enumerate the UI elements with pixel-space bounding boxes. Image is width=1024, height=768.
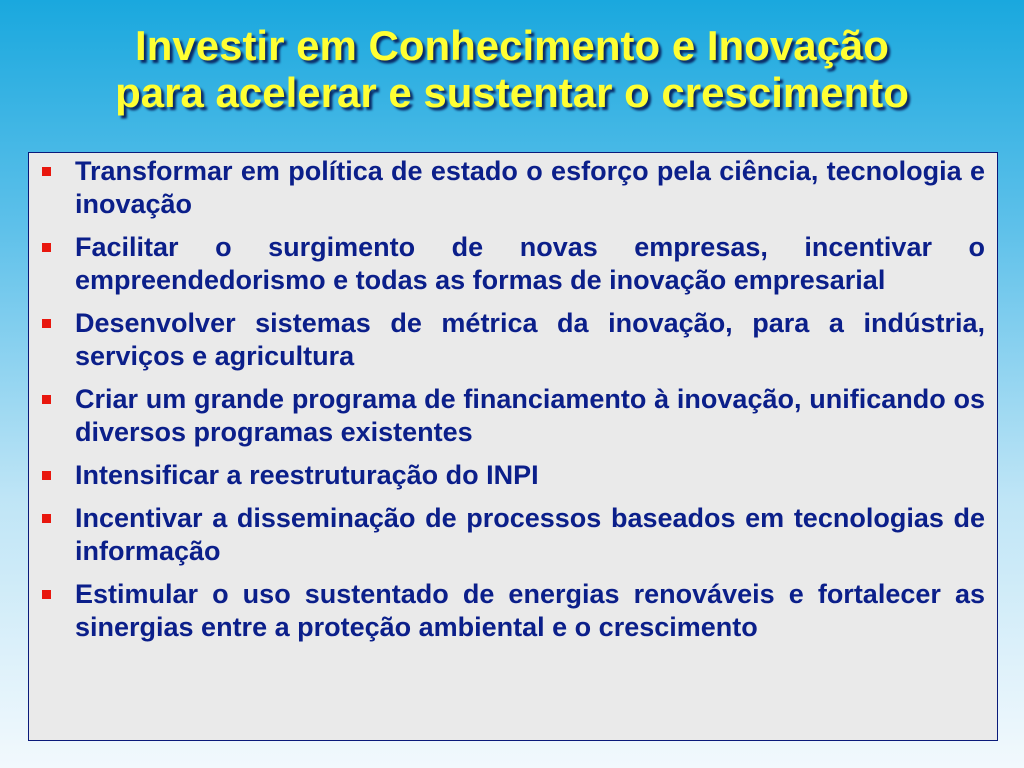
bullet-list	[39, 155, 985, 644]
square-bullet-icon	[42, 243, 51, 252]
slide-title-line-2: para acelerar e sustentar o crescimento	[115, 69, 909, 116]
square-bullet-icon	[42, 590, 51, 599]
slide-title-line-1: Investir em Conhecimento e Inovação	[135, 22, 889, 69]
bullet-item	[39, 231, 985, 297]
slide-title	[0, 22, 1024, 116]
bullet-list-box	[28, 152, 998, 741]
bullet-item	[39, 383, 985, 449]
square-bullet-icon	[42, 319, 51, 328]
bullet-item	[39, 155, 985, 221]
square-bullet-icon	[42, 471, 51, 480]
bullet-text: Transformar em política de estado o esforço pela ciência, tecnologia e inovação	[75, 156, 985, 219]
bullet-item	[39, 459, 985, 492]
bullet-text: Desenvolver sistemas de métrica da inovação, para a indústria, serviços e agricultura	[75, 308, 985, 371]
square-bullet-icon	[42, 167, 51, 176]
square-bullet-icon	[42, 395, 51, 404]
bullet-text: Criar um grande programa de financiamento à inovação, unificando os diversos programas existentes	[75, 384, 985, 447]
bullet-item	[39, 307, 985, 373]
bullet-text: Facilitar o surgimento de novas empresas, incentivar o empreendedorismo e todas as formas de inovação empresarial	[75, 232, 985, 295]
bullet-item	[39, 578, 985, 644]
bullet-text: Estimular o uso sustentado de energias renováveis e fortalecer as sinergias entre a proteção ambiental e o crescimento	[75, 579, 985, 642]
bullet-item	[39, 502, 985, 568]
bullet-text: Intensificar a reestruturação do INPI	[75, 460, 539, 490]
bullet-text: Incentivar a disseminação de processos baseados em tecnologias de informação	[75, 503, 985, 566]
square-bullet-icon	[42, 514, 51, 523]
